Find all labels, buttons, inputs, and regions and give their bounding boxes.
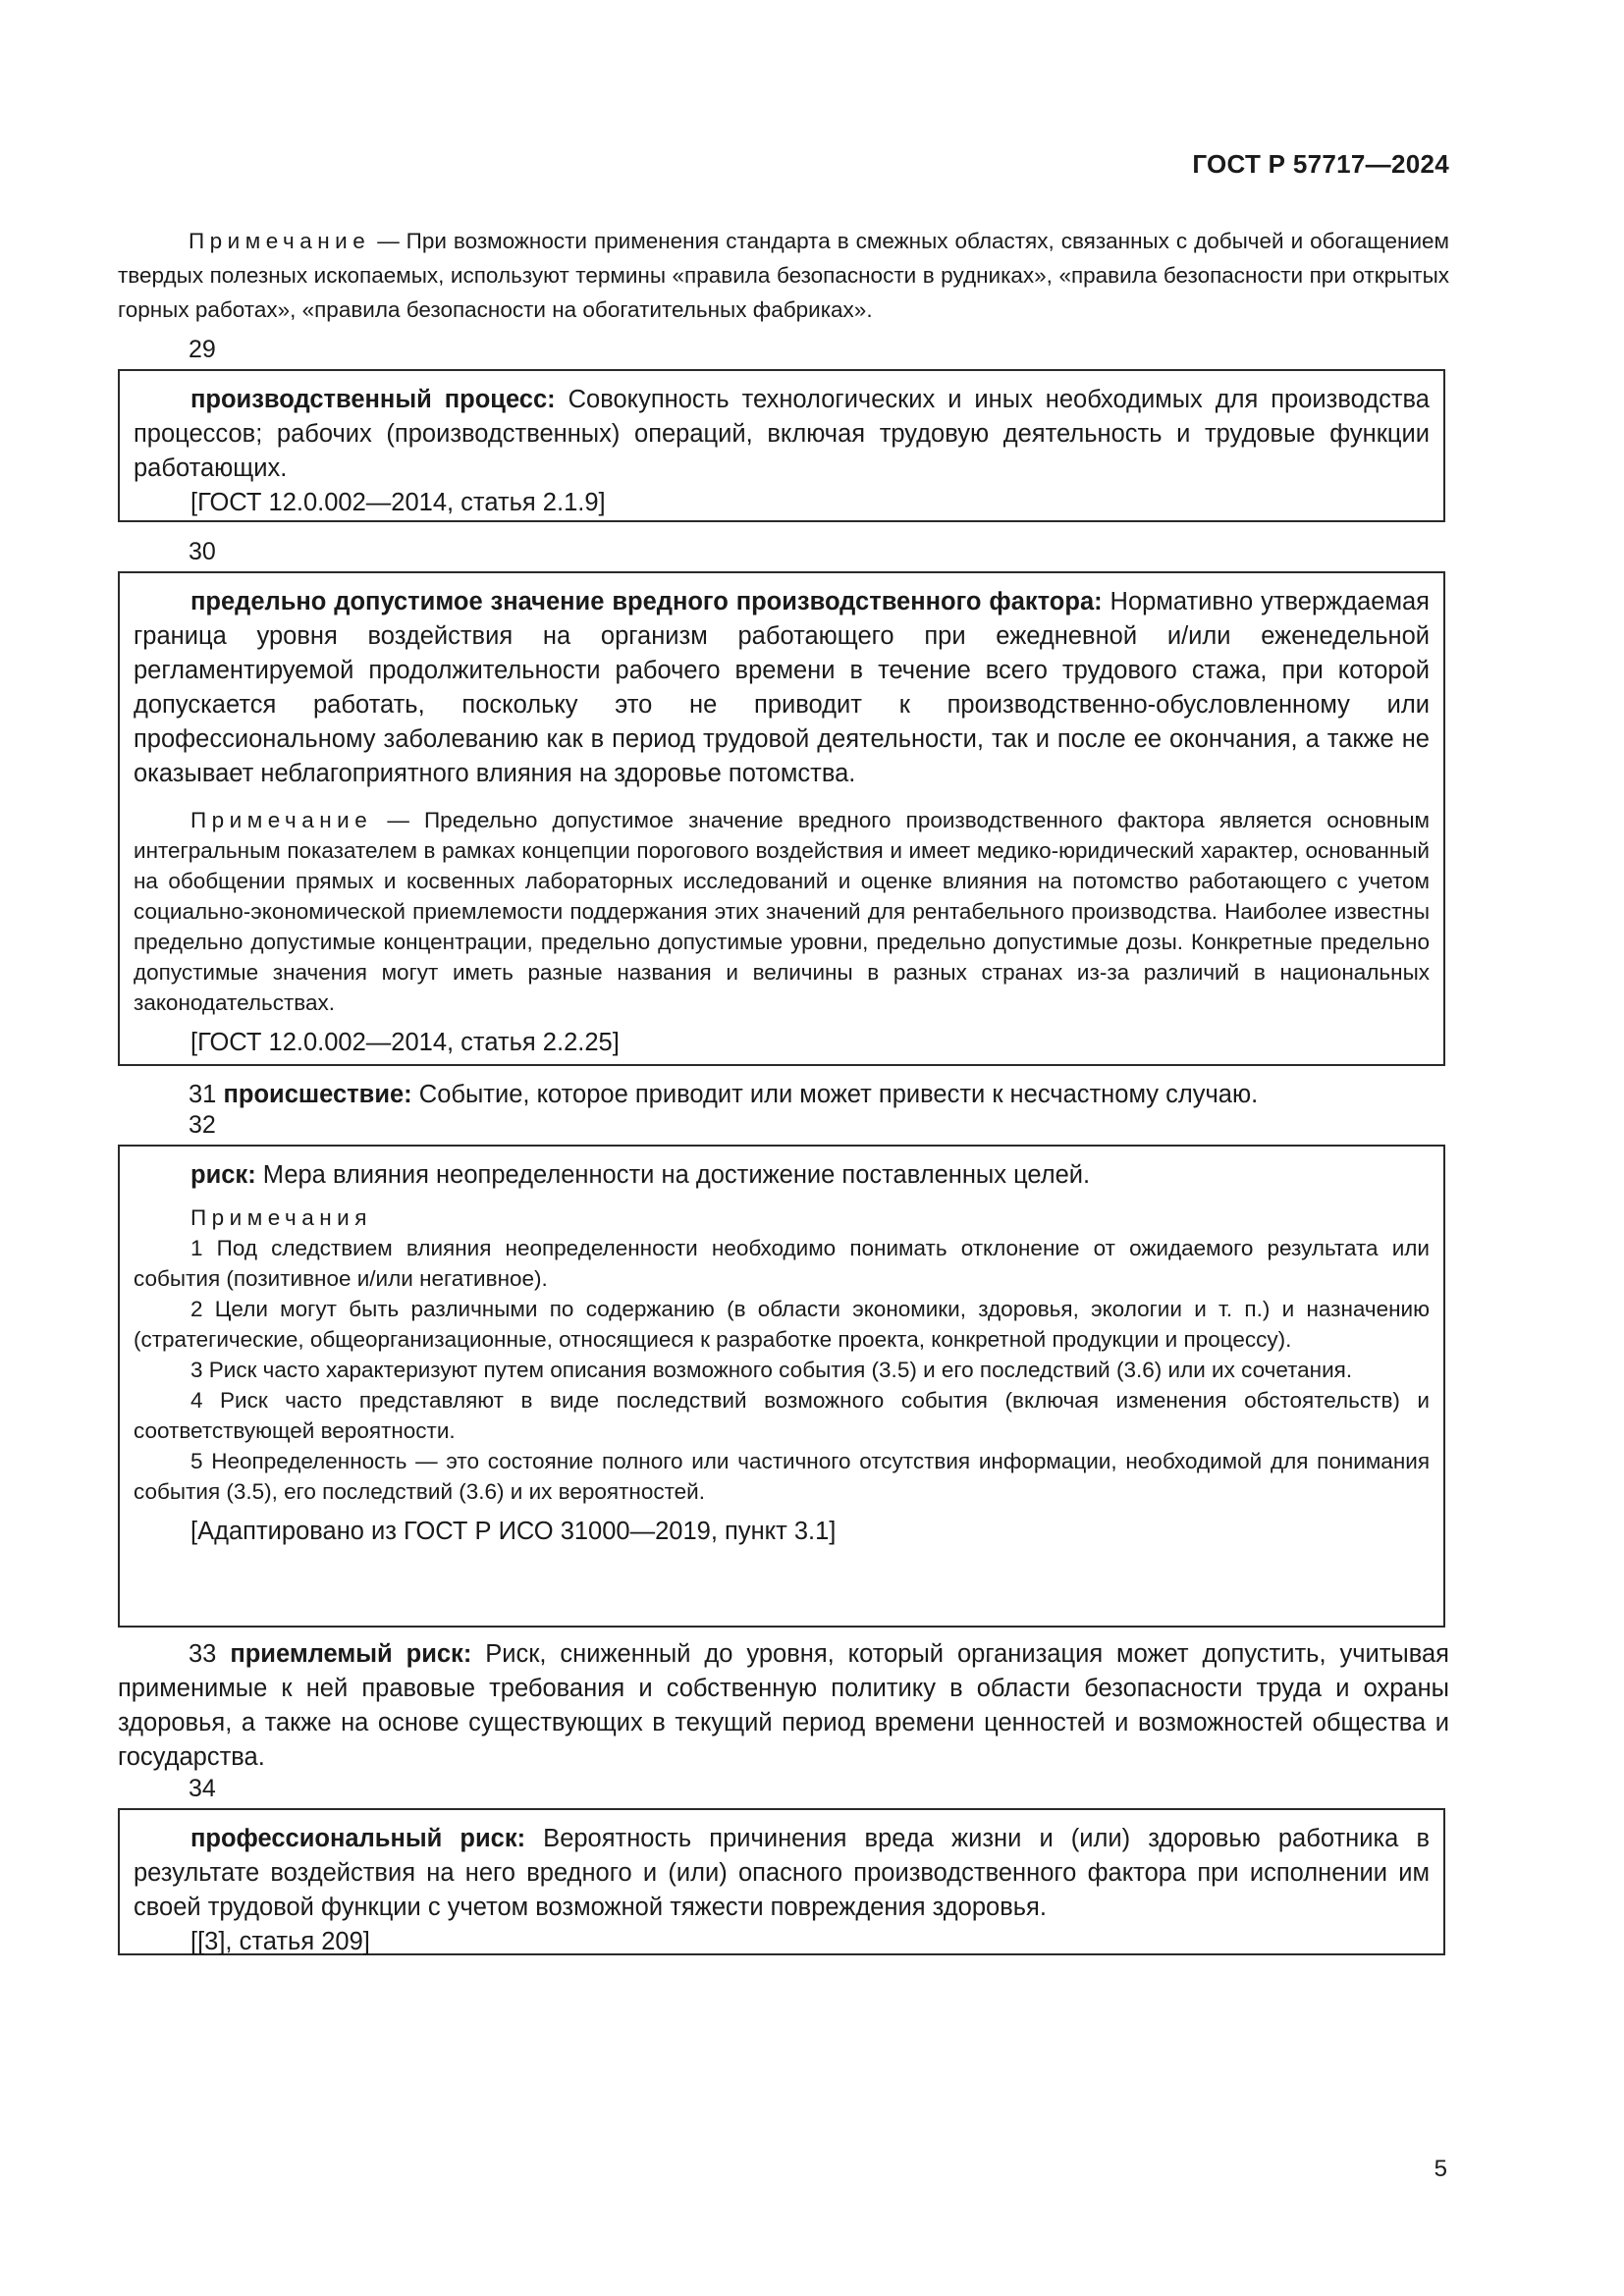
term-paragraph — [134, 1158, 1430, 1193]
term-note — [134, 805, 1430, 1018]
term-number: 33 — [189, 1640, 217, 1668]
term-number: 31 — [189, 1081, 217, 1108]
document-header: ГОСТ Р 57717—2024 — [1192, 149, 1449, 179]
term-title: предельно допустимое значение вредного производственного фактора: — [190, 588, 1103, 615]
term-box-34 — [118, 1808, 1445, 1955]
note-item: 4 Риск часто представляют в виде последствий возможного события (включая изменения обстоятельств) и соответствующей вероятности. — [134, 1388, 1430, 1443]
term-number: 32 — [189, 1111, 216, 1139]
term-source: [[3], статья 209] — [190, 1928, 370, 1955]
note-text: — Предельно допустимое значение вредного производственного фактора является основным интегральным показателем в рамках концепции порогового воздействия и имеет медико-юридический характер, основанный на обобщении прямых и косвенных лабораторных исследований и оценке влияния на потомство работающего с учетом социально-экономической приемлемости поддержания этих значений для рентабельного производства. Наиболее известны предельно допустимые концентрации, предельно допустимые уровни, предельно допустимые дозы. Конкретные предельно допустимые значения могут иметь разные названия и величины в разных странах из-за различий в национальных законодательствах. — [134, 808, 1430, 1015]
term-definition: Событие, которое приводит или может привести к несчастному случаю. — [411, 1081, 1259, 1108]
term-source: [ГОСТ 12.0.002—2014, статья 2.2.25] — [190, 1029, 620, 1056]
term-box-32 — [118, 1145, 1445, 1628]
term-title: происшествие: — [223, 1081, 412, 1108]
term-source: [Адаптировано из ГОСТ Р ИСО 31000—2019, пункт 3.1] — [190, 1518, 837, 1545]
term-paragraph — [134, 1822, 1430, 1925]
term-number: 34 — [189, 1775, 216, 1802]
term-number: 30 — [189, 538, 216, 565]
term-title: приемлемый риск: — [230, 1640, 472, 1668]
term-title: риск: — [190, 1161, 256, 1189]
note-text: — При возможности применения стандарта в смежных областях, связанных с добычей и обогащением твердых полезных ископаемых, используют термины «правила безопасности в рудниках», «правила безопасности при открытых горных работах», «правила безопасности на обогатительных фабриках». — [118, 229, 1449, 322]
term-box-30 — [118, 571, 1445, 1066]
term-number: 29 — [189, 336, 216, 363]
term-box-29 — [118, 369, 1445, 522]
note-item: 3 Риск часто характеризуют путем описания возможного события (3.5) и его последствий (3.6) или их сочетания. — [190, 1358, 1353, 1382]
page-number: 5 — [1434, 2156, 1447, 2182]
term-title: производственный процесс: — [190, 386, 556, 413]
note-item: 5 Неопределенность — это состояние полного или частичного отсутствия информации, необходимой для понимания события (3.5), его последствий (3.6) и их вероятностей. — [134, 1449, 1430, 1504]
term-paragraph — [134, 383, 1430, 486]
top-note — [118, 224, 1449, 327]
notes-label: Примечания — [190, 1205, 372, 1230]
term-definition: Совокупность технологических и иных необходимых для производства процессов; рабочих (производственных) операций, включая трудовую деятельность и трудовые функции работающих. — [134, 386, 1430, 482]
note-item: 2 Цели могут быть различными по содержанию (в области экономики, здоровья, экологии и т. п.) и назначению (стратегические, общеорганизационные, относящиеся к разработке проекта, конкретной продукции и процессу). — [134, 1297, 1430, 1352]
term-paragraph-33 — [118, 1637, 1449, 1775]
term-paragraph — [134, 585, 1430, 791]
term-title: профессиональный риск: — [190, 1825, 526, 1852]
term-definition: Риск, сниженный до уровня, который организация может допустить, учитывая применимые к ней правовые требования и собственную политику в области безопасности труда и охраны здоровья, а также на основе существующих в текущий период времени ценностей и возможностей общества и государства. — [118, 1640, 1449, 1771]
note-label: Примечание — [190, 808, 373, 832]
note-label: Примечание — [189, 229, 371, 253]
term-source: [ГОСТ 12.0.002—2014, статья 2.1.9] — [190, 489, 606, 516]
term-paragraph-31 — [118, 1078, 1449, 1112]
term-definition: Мера влияния неопределенности на достижение поставленных целей. — [255, 1161, 1091, 1189]
term-definition: Вероятность причинения вреда жизни и (или) здоровью работника в результате воздействия на него вредного и (или) опасного производственного фактора при исполнении им своей трудовой функции с учетом возможной тяжести повреждения здоровья. — [134, 1825, 1430, 1921]
note-item: 1 Под следствием влияния неопределенности необходимо понимать отклонение от ожидаемого результата или события (позитивное и/или негативное). — [134, 1236, 1430, 1291]
term-definition: Нормативно утверждаемая граница уровня воздействия на организм работающего при ежедневной и/или еженедельной регламентируемой продолжительности рабочего времени в течение всего трудового стажа, при которой допускается работать, поскольку это не приводит к производственно-обусловленному или профессиональному заболеванию как в период трудовой деятельности, так и после ее окончания, а также не оказывает неблагоприятного влияния на здоровье потомства. — [134, 588, 1430, 787]
